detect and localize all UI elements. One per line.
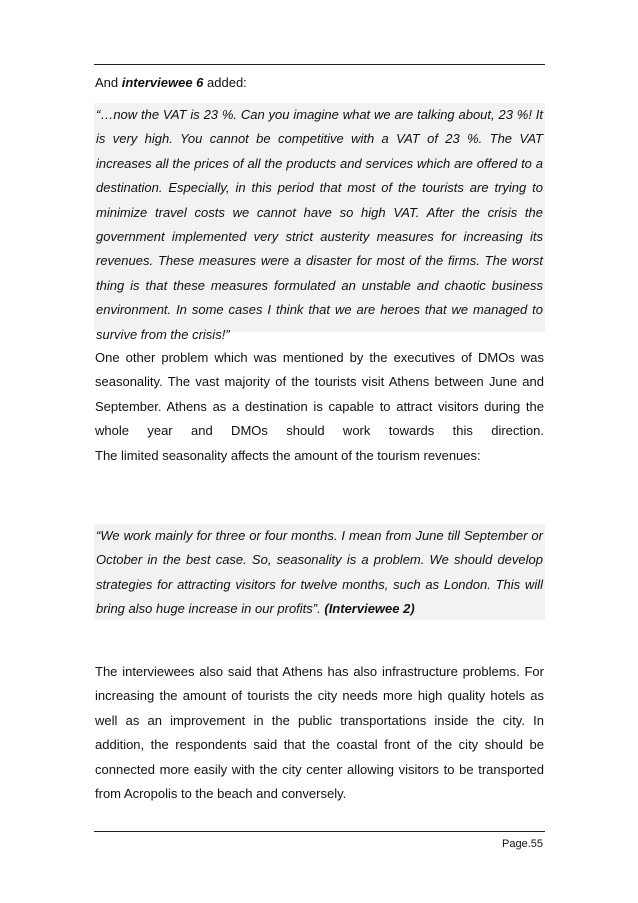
quote1-text: “…now the VAT is 23 %. Can you imagine what we are talking about, 23 %! It is very high. You cannot be competitive with a VAT of 23 %. The VAT increases all the prices of all the products and services which are offered to a destination. Especially, in this period that most of the tourists are trying to minimize travel costs we cannot have so high VAT. After the crisis the government implemented very strict austerity measures for increasing its revenues. These measures were a disaster for most of the firms. The worst thing is that these measures formulated an unstable and chaotic business environment. In some cases I think that we are heroes that we managed to survive from the crisis!”	[96, 107, 543, 342]
quote-interviewee-6	[94, 103, 545, 342]
paragraph-seasonality	[95, 346, 544, 468]
interviewee-name: interviewee 6	[121, 75, 204, 90]
paragraph1-text: One other problem which was mentioned by the executives of DMOs was seasonality. The vast majority of the tourists visit Athens between June and September. Athens as a destination is capable to attract visitors during the whole year and DMOs should work towards this direction.	[95, 350, 544, 439]
intro-suffix: added:	[203, 75, 247, 90]
footer-rule	[94, 831, 545, 832]
intro-prefix: And	[95, 75, 122, 90]
paragraph1-last-line: The limited seasonality affects the amount of the tourism revenues:	[95, 447, 481, 463]
quote2-text: “We work mainly for three or four months. I mean from June till September or October in the best case. So, seasonality is a problem. We should develop strategies for attracting visitors for twelve months, such as London. This will bring also huge increase in our profits”.	[96, 528, 543, 617]
paragraph2-text: The interviewees also said that Athens has also infrastructure problems. For increasing the amount of tourists the city needs more high quality hotels as well as an improvement in the public transportations inside the city. In addition, the respondents said that the coastal front of the city should be connected more easily with the city center allowing visitors to be transported from Acropolis to the beach and conversely.	[95, 664, 544, 802]
intro-line	[95, 74, 247, 92]
quote-interviewee-2	[94, 524, 545, 620]
page-number: Page.55	[502, 838, 543, 850]
paragraph-infrastructure	[95, 660, 544, 806]
header-rule	[94, 64, 545, 65]
quote2-attribution: (Interviewee 2)	[324, 601, 415, 617]
